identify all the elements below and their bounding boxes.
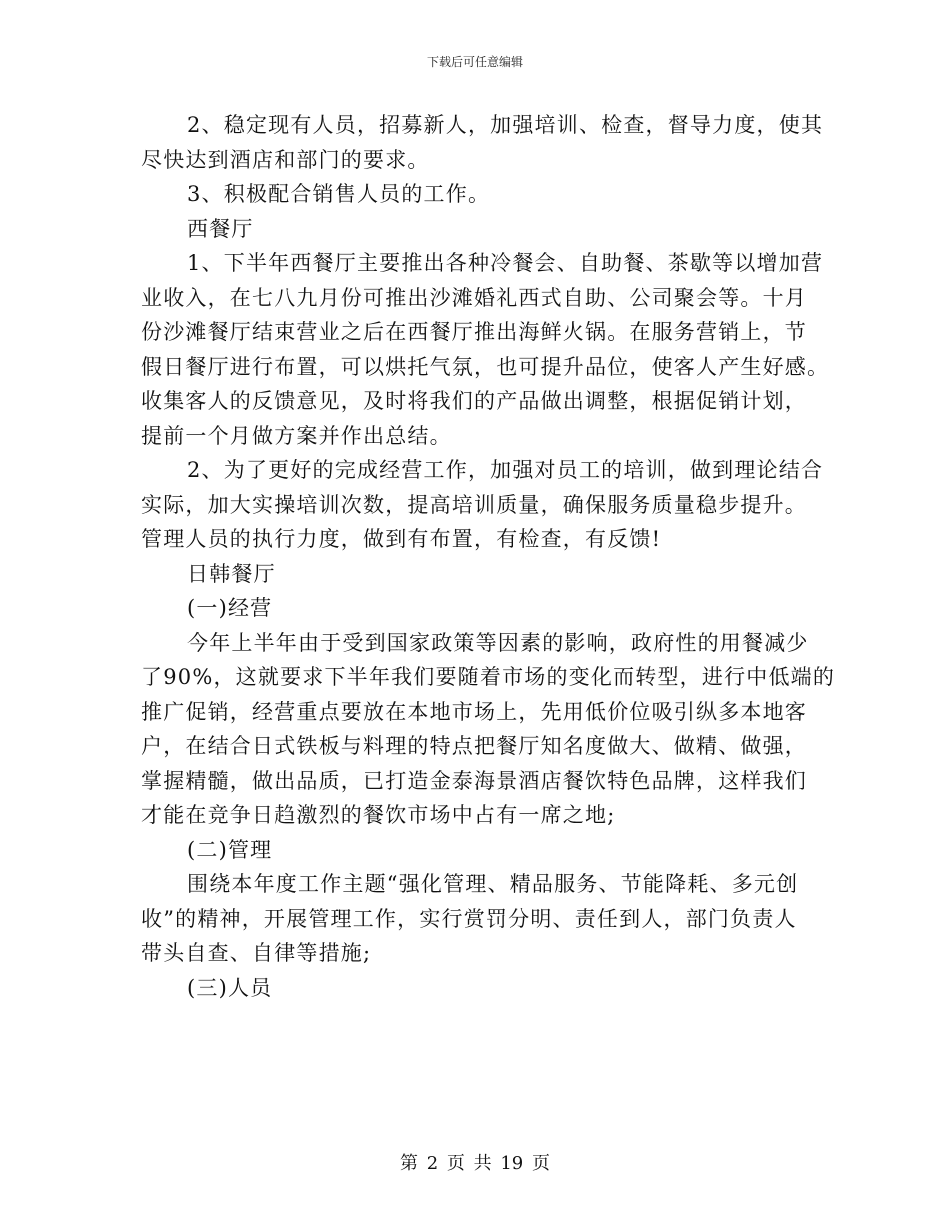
- text-line: 带头自查、自律等措施;: [141, 941, 372, 965]
- text-line: 今年上半年由于受到国家政策等因素的影响，政府性的用餐减少: [187, 630, 809, 655]
- text-line: 户，在结合日式铁板与料理的特点把餐厅知名度做大、做精、做强，: [141, 734, 807, 758]
- text-line: 收集客人的反馈意见，及时将我们的产品做出调整，根据促销计划，: [141, 389, 807, 413]
- text-line: 3、积极配合销售人员的工作。: [187, 182, 491, 206]
- text-line: 2、稳定现有人员，招募新人，加强培训、检查，督导力度，使其: [187, 113, 824, 137]
- text-line: 西餐厅: [187, 216, 254, 241]
- document-body: [141, 108, 836, 1005]
- text-line: 推广促销，经营重点要放在本地市场上，先用低价位吸引纵多本地客: [141, 699, 807, 724]
- text-line: 了90%，这就要求下半年我们要随着市场的变化而转型，进行中低端的: [141, 665, 836, 689]
- text-line: 尽快达到酒店和部门的要求。: [141, 147, 430, 172]
- text-line: 才能在竞争日趋激烈的餐饮市场中占有一席之地;: [141, 803, 616, 827]
- text-line: 日韩餐厅: [187, 561, 276, 586]
- text-line: 收”的精神，开展管理工作，实行赏罚分明、责任到人，部门负责人: [141, 906, 797, 931]
- text-line: 围绕本年度工作主题“强化管理、精品服务、节能降耗、多元创: [187, 872, 799, 896]
- text-line: 1、下半年西餐厅主要推出各种冷餐会、自助餐、茶歇等以增加营: [187, 251, 824, 275]
- page-footer: 第 2 页 共 19 页: [400, 1153, 550, 1174]
- text-line: 管理人员的执行力度，做到有布置，有检查，有反馈!: [141, 527, 662, 551]
- text-line: 实际，加大实操培训次数，提高培训质量，确保服务质量稳步提升。: [141, 492, 807, 517]
- text-line: (二)管理: [187, 837, 273, 862]
- text-line: 提前一个月做方案并作出总结。: [141, 423, 452, 448]
- page-header: 下载后可任意编辑: [426, 55, 523, 69]
- text-line: (三)人员: [187, 975, 273, 1000]
- text-line: 份沙滩餐厅结束营业之后在西餐厅推出海鲜火锅。在服务营销上，节: [141, 320, 807, 344]
- text-line: 2、为了更好的完成经营工作，加强对员工的培训，做到理论结合: [187, 458, 824, 482]
- text-line: 掌握精髓，做出品质，已打造金泰海景酒店餐饮特色品牌，这样我们: [141, 768, 807, 793]
- text-line: (一)经营: [187, 596, 273, 620]
- text-line: 假日餐厅进行布置，可以烘托气氛，也可提升品位，使客人产生好感。: [141, 354, 830, 379]
- text-line: 业收入，在七八九月份可推出沙滩婚礼西式自助、公司聚会等。十月: [141, 285, 807, 310]
